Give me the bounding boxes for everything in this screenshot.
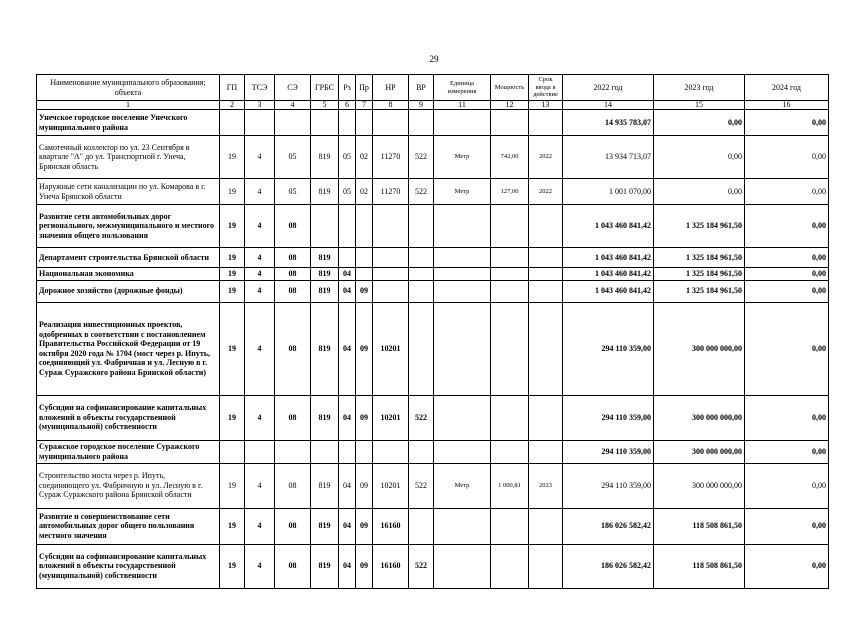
column-number: 3 [245,101,275,110]
cell-rz [339,440,356,463]
cell-grbs: 819 [311,508,339,544]
cell-gp: 19 [220,205,245,248]
cell-rz: 04 [339,280,356,302]
cell-gp: 19 [220,302,245,395]
header-row [37,75,829,101]
cell-power [491,268,529,281]
cell-vr: 522 [409,395,434,440]
cell-rz: 05 [339,179,356,205]
header-cell: 2024 год [745,75,829,101]
cell-pr: 02 [356,136,373,179]
cell-gp: 19 [220,508,245,544]
cell-tse: 4 [245,302,275,395]
cell-y2023: 300 000 000,00 [654,440,745,463]
cell-term [529,110,563,136]
cell-grbs: 819 [311,136,339,179]
cell-grbs: 819 [311,268,339,281]
budget-table [36,74,829,589]
cell-y2024: 0,00 [745,302,829,395]
cell-y2023: 0,00 [654,110,745,136]
cell-vr [409,280,434,302]
cell-y2023: 0,00 [654,136,745,179]
cell-y2023: 0,00 [654,179,745,205]
cell-unit [434,544,491,588]
cell-name: Развитие сети автомобильных дорог регионального, межмуниципального и местного значения общего пользования [37,205,220,248]
cell-rz [339,110,356,136]
cell-y2022: 294 110 359,00 [563,440,654,463]
cell-nr [373,110,409,136]
cell-pr [356,248,373,268]
column-number: 16 [745,101,829,110]
cell-se [275,440,311,463]
cell-grbs [311,440,339,463]
cell-nr: 10201 [373,395,409,440]
cell-y2024: 0,00 [745,463,829,508]
column-number: 8 [373,101,409,110]
cell-y2023: 300 000 000,00 [654,395,745,440]
column-number: 4 [275,101,311,110]
cell-term [529,508,563,544]
cell-grbs: 819 [311,544,339,588]
cell-power [491,508,529,544]
cell-se: 05 [275,179,311,205]
column-number: 2 [220,101,245,110]
cell-term [529,280,563,302]
cell-tse: 4 [245,136,275,179]
cell-nr: 16160 [373,544,409,588]
cell-nr [373,268,409,281]
page-number: 29 [429,54,439,64]
cell-y2023: 300 000 000,00 [654,302,745,395]
cell-power [491,302,529,395]
cell-nr: 10201 [373,302,409,395]
cell-unit [434,248,491,268]
cell-power: 1 000,81 [491,463,529,508]
column-number: 14 [563,101,654,110]
cell-y2022: 1 043 460 841,42 [563,205,654,248]
cell-unit [434,110,491,136]
cell-unit [434,440,491,463]
header-cell: ГП [220,75,245,101]
cell-vr [409,268,434,281]
header-cell: ГРБС [311,75,339,101]
cell-se: 08 [275,280,311,302]
cell-name: Самотечный коллектор по ул. 23 Сентября в квартале "А" до ул. Транспортной г. Унеча, Брянская область [37,136,220,179]
cell-vr: 522 [409,544,434,588]
cell-power: 127,00 [491,179,529,205]
cell-power [491,110,529,136]
cell-tse [245,440,275,463]
cell-name: Субсидии на софинансирование капитальных вложений в объекты государственной (муниципальной) собственности [37,544,220,588]
cell-gp: 19 [220,395,245,440]
cell-tse: 4 [245,508,275,544]
cell-y2022: 294 110 359,00 [563,395,654,440]
cell-term: 2023 [529,463,563,508]
cell-unit [434,302,491,395]
cell-nr: 11270 [373,179,409,205]
cell-power [491,248,529,268]
cell-name: Национальная экономика [37,268,220,281]
cell-grbs [311,110,339,136]
cell-gp: 19 [220,463,245,508]
cell-rz [339,248,356,268]
cell-pr: 09 [356,463,373,508]
cell-grbs: 819 [311,179,339,205]
cell-rz: 04 [339,544,356,588]
header-cell: ТСЭ [245,75,275,101]
column-number: 7 [356,101,373,110]
column-number: 6 [339,101,356,110]
header-cell: 2022 год [563,75,654,101]
cell-unit: Метр [434,463,491,508]
cell-nr: 11270 [373,136,409,179]
cell-grbs: 819 [311,463,339,508]
cell-rz: 04 [339,268,356,281]
cell-term: 2022 [529,136,563,179]
cell-pr [356,205,373,248]
header-cell: Единица измерения [434,75,491,101]
cell-tse: 4 [245,395,275,440]
cell-pr: 09 [356,395,373,440]
cell-name: Суражское городское поселение Суражского муниципального района [37,440,220,463]
cell-power [491,440,529,463]
cell-vr: 522 [409,136,434,179]
cell-name: Департамент строительства Брянской области [37,248,220,268]
cell-y2024: 0,00 [745,179,829,205]
column-number: 15 [654,101,745,110]
cell-nr: 16160 [373,508,409,544]
cell-y2024: 0,00 [745,205,829,248]
column-number: 5 [311,101,339,110]
cell-y2024: 0,00 [745,268,829,281]
cell-y2023: 1 325 184 961,50 [654,280,745,302]
cell-term [529,395,563,440]
cell-tse: 4 [245,544,275,588]
header-cell: СЭ [275,75,311,101]
cell-rz: 04 [339,395,356,440]
cell-nr [373,440,409,463]
cell-y2024: 0,00 [745,544,829,588]
cell-vr [409,248,434,268]
cell-unit: Метр [434,136,491,179]
cell-vr: 522 [409,179,434,205]
column-number: 13 [529,101,563,110]
cell-tse [245,110,275,136]
cell-gp: 19 [220,248,245,268]
cell-vr [409,302,434,395]
cell-y2024: 0,00 [745,508,829,544]
cell-power [491,280,529,302]
cell-nr [373,205,409,248]
table-row [37,508,829,544]
cell-vr: 522 [409,463,434,508]
header-cell: Мощность [491,75,529,101]
cell-term [529,302,563,395]
cell-tse: 4 [245,205,275,248]
table-row [37,205,829,248]
cell-y2022: 186 026 582,42 [563,544,654,588]
cell-se: 08 [275,508,311,544]
cell-grbs: 819 [311,302,339,395]
cell-term [529,440,563,463]
cell-y2022: 13 934 713,07 [563,136,654,179]
table-row [37,463,829,508]
cell-gp: 19 [220,179,245,205]
cell-power [491,544,529,588]
cell-y2024: 0,00 [745,110,829,136]
table-row [37,110,829,136]
cell-y2022: 294 110 359,00 [563,463,654,508]
cell-pr [356,268,373,281]
cell-grbs: 819 [311,248,339,268]
cell-gp: 19 [220,280,245,302]
cell-name: Субсидии на софинансирование капитальных вложений в объекты государственной (муниципальной) собственности [37,395,220,440]
cell-power [491,205,529,248]
header-cell: Рз [339,75,356,101]
cell-term: 2022 [529,179,563,205]
cell-rz: 04 [339,508,356,544]
cell-unit [434,280,491,302]
cell-rz: 04 [339,302,356,395]
cell-y2022: 294 110 359,00 [563,302,654,395]
cell-y2022: 14 935 783,07 [563,110,654,136]
cell-y2022: 1 043 460 841,42 [563,268,654,281]
cell-y2022: 1 001 070,00 [563,179,654,205]
cell-grbs: 819 [311,280,339,302]
cell-unit [434,395,491,440]
cell-name: Строительство моста через р. Ипуть, соединяющего ул. Фабричную и ул. Лесную в г. Сураж Суражского района Брянской области [37,463,220,508]
cell-y2022: 1 043 460 841,42 [563,248,654,268]
cell-grbs: 819 [311,395,339,440]
cell-nr [373,280,409,302]
cell-se [275,110,311,136]
cell-gp: 19 [220,544,245,588]
cell-name: Унечское городское поселение Унечского муниципального района [37,110,220,136]
cell-name: Наружные сети канализации по ул. Комарова в г. Унеча Брянской области [37,179,220,205]
cell-y2023: 300 000 000,00 [654,463,745,508]
header-cell: Срок ввода в действие [529,75,563,101]
table-body [37,110,829,589]
cell-pr: 09 [356,280,373,302]
cell-vr [409,205,434,248]
cell-power: 742,00 [491,136,529,179]
cell-y2022: 1 043 460 841,42 [563,280,654,302]
cell-vr [409,440,434,463]
header-cell: 2023 год [654,75,745,101]
cell-y2022: 186 026 582,42 [563,508,654,544]
cell-se: 08 [275,205,311,248]
cell-gp: 19 [220,136,245,179]
cell-rz: 05 [339,136,356,179]
table-row [37,268,829,281]
cell-gp [220,110,245,136]
cell-y2024: 0,00 [745,440,829,463]
cell-unit [434,205,491,248]
cell-y2023: 118 508 861,50 [654,508,745,544]
table-row [37,302,829,395]
cell-name: Дорожное хозяйство (дорожные фонды) [37,280,220,302]
column-number: 11 [434,101,491,110]
table-row [37,544,829,588]
cell-y2024: 0,00 [745,136,829,179]
cell-rz [339,205,356,248]
cell-tse: 4 [245,248,275,268]
cell-pr: 09 [356,544,373,588]
cell-y2023: 1 325 184 961,50 [654,205,745,248]
cell-gp [220,440,245,463]
cell-pr [356,440,373,463]
cell-vr [409,508,434,544]
cell-unit: Метр [434,179,491,205]
cell-y2024: 0,00 [745,248,829,268]
column-number: 12 [491,101,529,110]
cell-se: 08 [275,302,311,395]
cell-tse: 4 [245,280,275,302]
cell-pr [356,110,373,136]
table-row [37,179,829,205]
cell-term [529,205,563,248]
cell-y2023: 1 325 184 961,50 [654,268,745,281]
cell-se: 08 [275,544,311,588]
cell-pr: 09 [356,302,373,395]
header-cell: Наименование муниципального образования; объекта [37,75,220,101]
cell-name: Развитие и совершенствование сети автомобильных дорог общего пользования местного значения [37,508,220,544]
cell-rz: 04 [339,463,356,508]
cell-se: 08 [275,248,311,268]
cell-y2024: 0,00 [745,395,829,440]
table-row [37,248,829,268]
cell-y2023: 118 508 861,50 [654,544,745,588]
table-row [37,395,829,440]
cell-gp: 19 [220,268,245,281]
cell-term [529,544,563,588]
column-number: 1 [37,101,220,110]
cell-tse: 4 [245,463,275,508]
cell-vr [409,110,434,136]
header-cell: НР [373,75,409,101]
cell-se: 08 [275,268,311,281]
column-number: 9 [409,101,434,110]
cell-term [529,248,563,268]
cell-se: 08 [275,395,311,440]
table-row [37,440,829,463]
header-cell: ВР [409,75,434,101]
cell-power [491,395,529,440]
cell-tse: 4 [245,268,275,281]
column-number-row [37,101,829,110]
header-cell: Пр [356,75,373,101]
cell-se: 05 [275,136,311,179]
cell-tse: 4 [245,179,275,205]
cell-y2024: 0,00 [745,280,829,302]
cell-se: 08 [275,463,311,508]
cell-nr [373,248,409,268]
cell-unit [434,508,491,544]
cell-grbs [311,205,339,248]
cell-y2023: 1 325 184 961,50 [654,248,745,268]
cell-nr: 10201 [373,463,409,508]
table-row [37,280,829,302]
cell-term [529,268,563,281]
cell-name: Реализация инвестиционных проектов, одобренных в соответствии с постановлением Правительства Российской Федерации от 19 октября 2020 года № 1704 (мост через р. Ипуть, соединяющий ул. Фабричная и ул. Лесную в г. Сураж Суражского района Брянской области) [37,302,220,395]
table-row [37,136,829,179]
cell-pr: 09 [356,508,373,544]
cell-pr: 02 [356,179,373,205]
cell-unit [434,268,491,281]
